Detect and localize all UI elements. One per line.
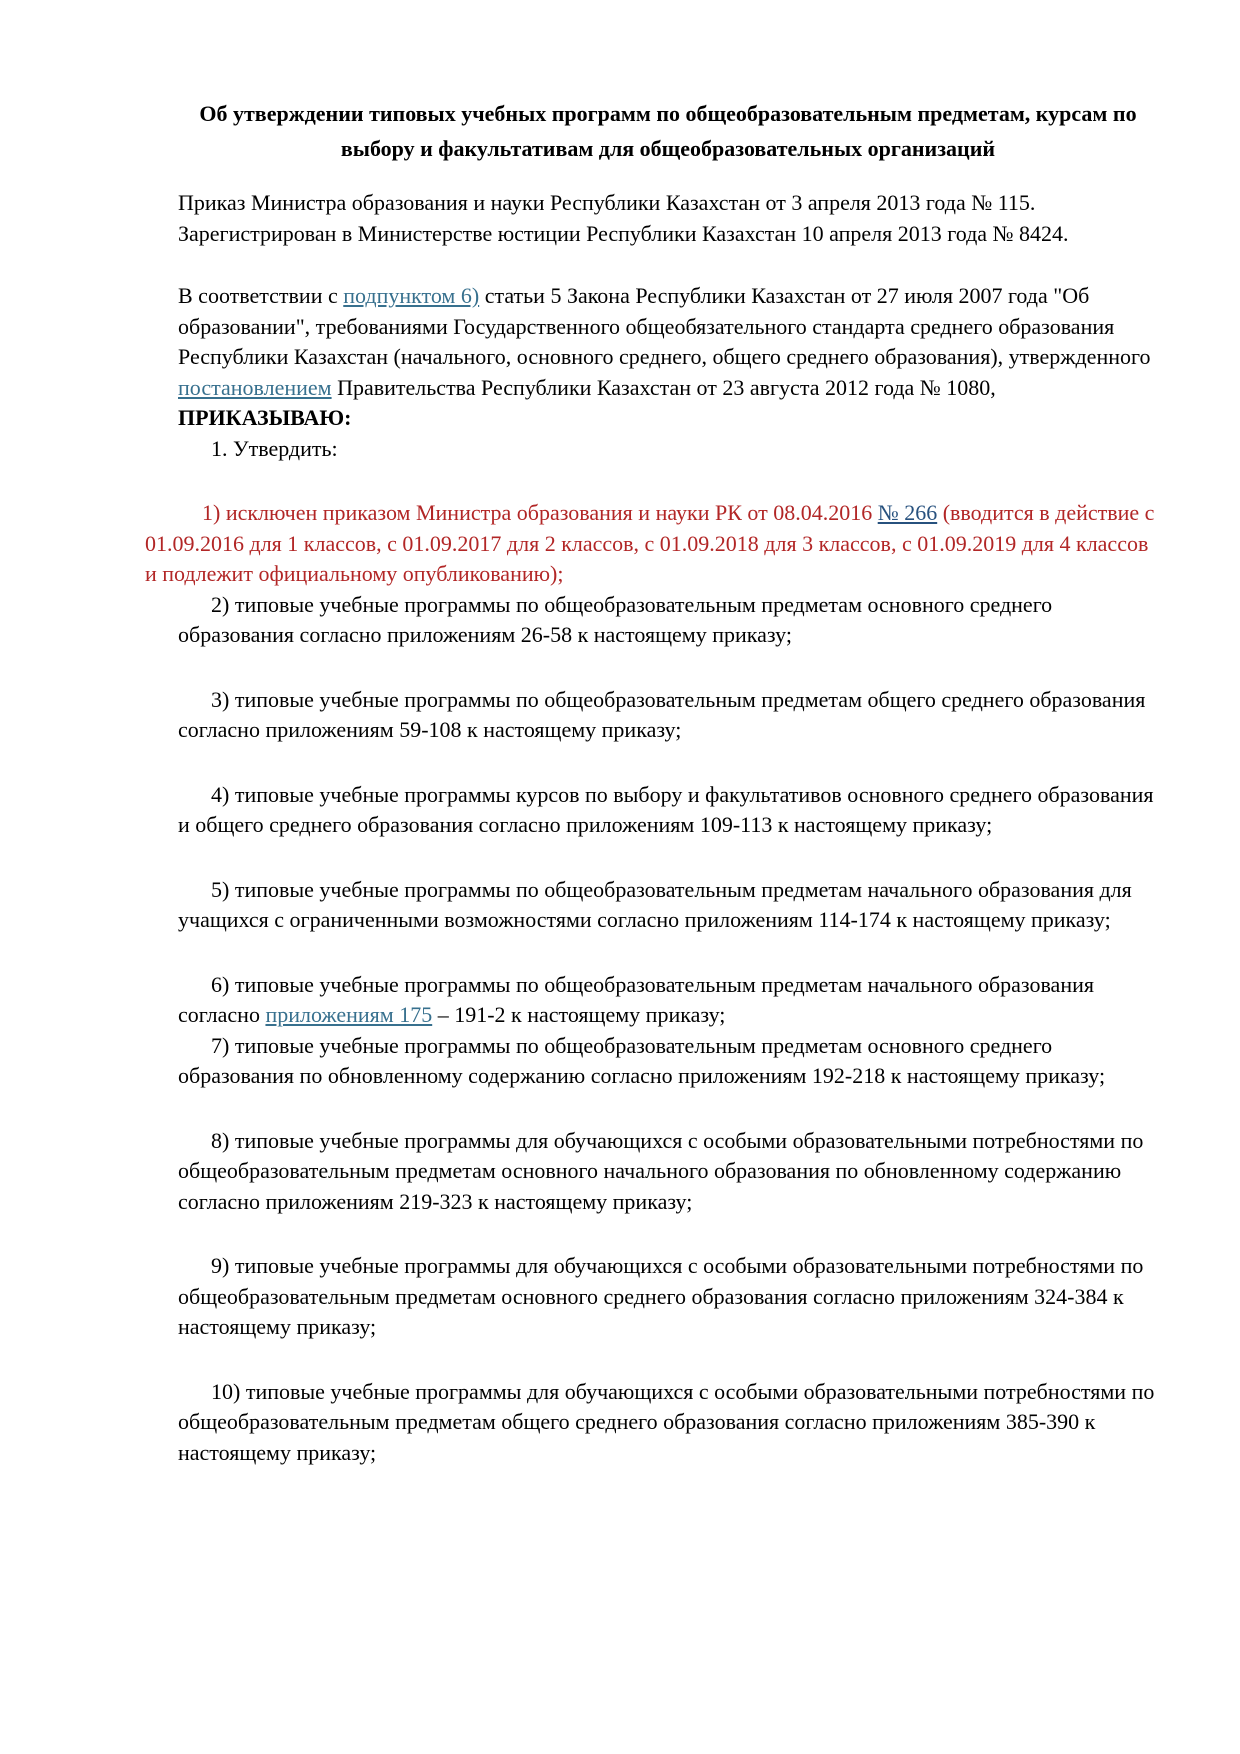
link-appendix-175[interactable]: приложениям 175 xyxy=(265,1002,433,1027)
subpoint-6-text: 6) типовые учебные программы по общеобразовательным предметам начального образования согласно xyxy=(178,971,1094,1027)
preamble-text: Правительства Республики Казахстан от 23 августа 2012 года № 1080, xyxy=(331,374,996,400)
subpoint-2: 2) типовые учебные программы по общеобразовательным предметам основного среднего образования согласно приложениям 26-58 к настоящему приказу; xyxy=(178,591,1053,647)
subpoint-8: 8) типовые учебные программы для обучающихся с особыми образовательными потребностями по общеобразовательным предметам основного начального образования по обновленному содержанию согласно приложениям 219-323 к настоящему приказу; xyxy=(178,1127,1144,1214)
preamble-text: статьи 5 Закона Республики Казахстан от 27 июля 2007 года "Об образовании", требованиями Государственного общеобязательного стандарта среднего образования Республики Казахстан (начального, основного среднего, общего среднего образования), утвержденного xyxy=(178,283,1151,369)
subpoint-6-text: – 191-2 к настоящему приказу; xyxy=(432,1002,726,1027)
document-title: Об утверждении типовых учебных программ по общеобразовательным предметам, курсам по выбору и факультативам для общеобразовательных организаций xyxy=(199,101,1137,161)
link-order-266[interactable]: № 266 xyxy=(877,500,938,525)
preamble-text: В соответствии с xyxy=(178,283,344,308)
subpoint-4: 4) типовые учебные программы курсов по выбору и факультативов основного среднего образования и общего среднего образования согласно приложениям 109-113 к настоящему приказу; xyxy=(178,781,1154,837)
excluded-note-text: 1) исключен приказом Министра образования и науки РК от 08.04.2016 xyxy=(202,500,878,525)
link-government-resolution[interactable]: постановлением xyxy=(178,374,332,400)
subpoint-6 xyxy=(178,970,1158,1031)
excluded-note-text: (вводится в действие с 01.09.2016 для 1 классов, с 01.09.2017 для 2 классов, с 01.09.2018 для 3 классов, с 01.09.2019 для 4 классов и подлежит официальному опубликованию); xyxy=(145,500,1155,586)
order-verb: ПРИКАЗЫВАЮ: xyxy=(178,405,352,430)
subpoint-7: 7) типовые учебные программы по общеобразовательным предметам основного среднего образования по обновленному содержанию согласно приложениям 192-218 к настоящему приказу; xyxy=(178,1032,1106,1088)
point-1-approve: 1. Утвердить: xyxy=(211,435,338,461)
subpoint-1-excluded xyxy=(145,498,1158,590)
link-subpoint-6[interactable]: подпунктом 6) xyxy=(343,283,480,308)
subpoint-5: 5) типовые учебные программы по общеобразовательным предметам начального образования для учащихся с ограниченными возможностями согласно приложениям 114-174 к настоящему приказу; xyxy=(178,876,1132,932)
subpoint-3: 3) типовые учебные программы по общеобразовательным предметам общего среднего образования согласно приложениям 59-108 к настоящему приказу; xyxy=(178,686,1146,742)
preamble-paragraph xyxy=(178,281,1158,434)
order-meta: Приказ Министра образования и науки Республики Казахстан от 3 апреля 2013 года № 115. Зарегистрирован в Министерстве юстиции Республики Казахстан 10 апреля 2013 года № 8424. xyxy=(178,190,1069,246)
subpoint-9: 9) типовые учебные программы для обучающихся с особыми образовательными потребностями по общеобразовательным предметам основного среднего образования согласно приложениям 324-384 к настоящему приказу; xyxy=(178,1253,1144,1339)
subpoint-10: 10) типовые учебные программы для обучающихся с особыми образовательными потребностями по общеобразовательным предметам общего среднего образования согласно приложениям 385-390 к настоящему приказу; xyxy=(178,1378,1155,1465)
